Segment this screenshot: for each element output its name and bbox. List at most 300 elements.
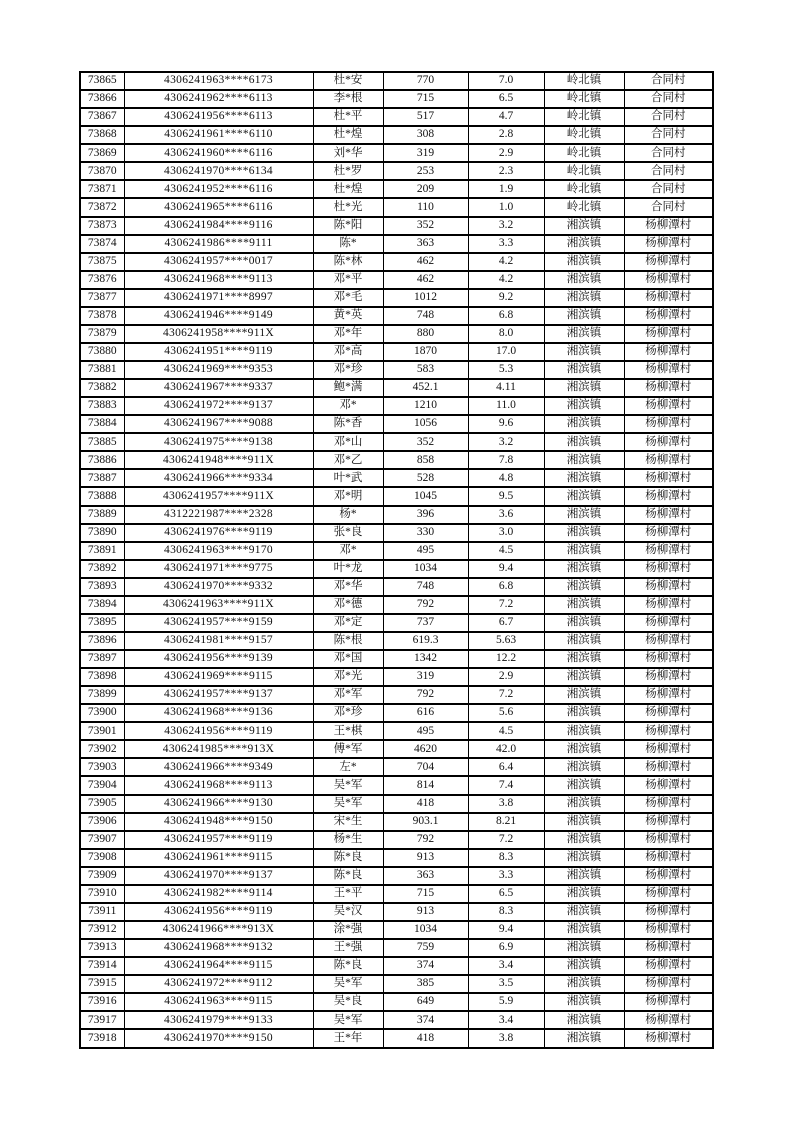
cell-village: 杨柳潭村	[624, 921, 713, 939]
cell-village: 合同村	[624, 198, 713, 216]
cell-id-number: 4306241956****9139	[124, 650, 313, 668]
cell-area: 17.0	[468, 343, 544, 361]
cell-serial-number: 73906	[80, 813, 124, 831]
cell-village: 杨柳潭村	[624, 487, 713, 505]
cell-area: 9.5	[468, 487, 544, 505]
table-row	[80, 885, 713, 903]
cell-village: 杨柳潭村	[624, 975, 713, 993]
cell-area: 3.3	[468, 235, 544, 253]
cell-person-name: 张*良	[313, 524, 383, 542]
table-row	[80, 289, 713, 307]
cell-id-number: 4306241967****9337	[124, 379, 313, 397]
cell-village: 杨柳潭村	[624, 542, 713, 560]
cell-person-name: 邓*毛	[313, 289, 383, 307]
cell-amount: 363	[383, 235, 468, 253]
cell-id-number: 4306241968****9132	[124, 939, 313, 957]
cell-serial-number: 73909	[80, 867, 124, 885]
cell-village: 杨柳潭村	[624, 397, 713, 415]
cell-person-name: 陈*良	[313, 849, 383, 867]
cell-town: 湘滨镇	[544, 217, 624, 235]
cell-amount: 619.3	[383, 632, 468, 650]
cell-village: 杨柳潭村	[624, 939, 713, 957]
cell-town: 湘滨镇	[544, 361, 624, 379]
table-row	[80, 867, 713, 885]
cell-id-number: 4306241963****6173	[124, 72, 313, 90]
table-row	[80, 813, 713, 831]
cell-town: 湘滨镇	[544, 885, 624, 903]
cell-village: 杨柳潭村	[624, 867, 713, 885]
cell-amount: 1034	[383, 560, 468, 578]
table-row	[80, 108, 713, 126]
table-row	[80, 632, 713, 650]
table-row	[80, 722, 713, 740]
cell-area: 7.2	[468, 596, 544, 614]
cell-area: 7.4	[468, 776, 544, 794]
table-row	[80, 921, 713, 939]
cell-id-number: 4306241957****0017	[124, 253, 313, 271]
table-row	[80, 307, 713, 325]
cell-person-name: 邓*高	[313, 343, 383, 361]
cell-person-name: 邓*国	[313, 650, 383, 668]
cell-area: 3.2	[468, 433, 544, 451]
cell-serial-number: 73891	[80, 542, 124, 560]
cell-amount: 583	[383, 361, 468, 379]
cell-id-number: 4306241956****6113	[124, 108, 313, 126]
cell-town: 湘滨镇	[544, 469, 624, 487]
cell-id-number: 4306241957****9159	[124, 614, 313, 632]
table-row	[80, 198, 713, 216]
cell-town: 湘滨镇	[544, 740, 624, 758]
cell-village: 杨柳潭村	[624, 578, 713, 596]
cell-village: 杨柳潭村	[624, 379, 713, 397]
cell-serial-number: 73892	[80, 560, 124, 578]
cell-person-name: 陈*阳	[313, 217, 383, 235]
cell-amount: 913	[383, 849, 468, 867]
cell-amount: 374	[383, 1011, 468, 1029]
cell-id-number: 4306241969****9353	[124, 361, 313, 379]
cell-id-number: 4306241975****9138	[124, 433, 313, 451]
cell-amount: 858	[383, 451, 468, 469]
cell-amount: 715	[383, 90, 468, 108]
cell-amount: 4620	[383, 740, 468, 758]
cell-amount: 385	[383, 975, 468, 993]
cell-town: 湘滨镇	[544, 289, 624, 307]
cell-amount: 495	[383, 722, 468, 740]
cell-town: 湘滨镇	[544, 235, 624, 253]
cell-area: 1.9	[468, 180, 544, 198]
cell-town: 湘滨镇	[544, 451, 624, 469]
cell-town: 湘滨镇	[544, 939, 624, 957]
cell-person-name: 杨*	[313, 506, 383, 524]
cell-town: 湘滨镇	[544, 975, 624, 993]
cell-amount: 528	[383, 469, 468, 487]
cell-id-number: 4306241968****9113	[124, 776, 313, 794]
cell-serial-number: 73889	[80, 506, 124, 524]
cell-id-number: 4306241979****9133	[124, 1011, 313, 1029]
cell-person-name: 邓*乙	[313, 451, 383, 469]
table-row	[80, 831, 713, 849]
cell-town: 湘滨镇	[544, 596, 624, 614]
cell-serial-number: 73887	[80, 469, 124, 487]
cell-amount: 748	[383, 578, 468, 596]
cell-amount: 308	[383, 126, 468, 144]
cell-town: 岭北镇	[544, 162, 624, 180]
cell-town: 湘滨镇	[544, 560, 624, 578]
cell-serial-number: 73879	[80, 325, 124, 343]
cell-area: 11.0	[468, 397, 544, 415]
cell-id-number: 4306241966****9334	[124, 469, 313, 487]
cell-town: 湘滨镇	[544, 921, 624, 939]
cell-person-name: 王*平	[313, 885, 383, 903]
cell-amount: 110	[383, 198, 468, 216]
cell-person-name: 陈*良	[313, 867, 383, 885]
cell-amount: 737	[383, 614, 468, 632]
cell-town: 湘滨镇	[544, 506, 624, 524]
table-row	[80, 614, 713, 632]
cell-village: 杨柳潭村	[624, 849, 713, 867]
cell-area: 2.3	[468, 162, 544, 180]
cell-amount: 319	[383, 668, 468, 686]
cell-person-name: 杜*煌	[313, 126, 383, 144]
cell-id-number: 4306241956****9119	[124, 903, 313, 921]
cell-area: 4.5	[468, 722, 544, 740]
cell-amount: 319	[383, 144, 468, 162]
cell-person-name: 邓*平	[313, 271, 383, 289]
cell-id-number: 4306241957****9119	[124, 831, 313, 849]
cell-village: 杨柳潭村	[624, 451, 713, 469]
cell-id-number: 4306241961****9115	[124, 849, 313, 867]
cell-village: 杨柳潭村	[624, 722, 713, 740]
cell-id-number: 4306241964****9115	[124, 957, 313, 975]
table-row	[80, 542, 713, 560]
cell-person-name: 涂*强	[313, 921, 383, 939]
cell-person-name: 鲍*满	[313, 379, 383, 397]
cell-serial-number: 73901	[80, 722, 124, 740]
cell-amount: 792	[383, 831, 468, 849]
cell-serial-number: 73907	[80, 831, 124, 849]
cell-amount: 715	[383, 885, 468, 903]
cell-area: 8.3	[468, 849, 544, 867]
cell-town: 湘滨镇	[544, 307, 624, 325]
table-row	[80, 903, 713, 921]
cell-amount: 418	[383, 1029, 468, 1048]
cell-id-number: 4306241982****9114	[124, 885, 313, 903]
cell-amount: 396	[383, 506, 468, 524]
cell-person-name: 邓*华	[313, 578, 383, 596]
table-row	[80, 1011, 713, 1029]
table-row	[80, 343, 713, 361]
cell-village: 杨柳潭村	[624, 235, 713, 253]
cell-area: 4.8	[468, 469, 544, 487]
cell-area: 3.3	[468, 867, 544, 885]
cell-amount: 616	[383, 704, 468, 722]
cell-town: 湘滨镇	[544, 415, 624, 433]
cell-area: 3.2	[468, 217, 544, 235]
cell-id-number: 4306241952****6116	[124, 180, 313, 198]
cell-amount: 209	[383, 180, 468, 198]
cell-amount: 649	[383, 993, 468, 1011]
cell-village: 杨柳潭村	[624, 560, 713, 578]
cell-town: 湘滨镇	[544, 433, 624, 451]
cell-amount: 880	[383, 325, 468, 343]
cell-town: 湘滨镇	[544, 795, 624, 813]
cell-amount: 452.1	[383, 379, 468, 397]
cell-person-name: 宋*生	[313, 813, 383, 831]
cell-id-number: 4306241957****9137	[124, 686, 313, 704]
cell-serial-number: 73869	[80, 144, 124, 162]
cell-town: 湘滨镇	[544, 1011, 624, 1029]
cell-id-number: 4306241948****9150	[124, 813, 313, 831]
table-row	[80, 596, 713, 614]
cell-amount: 792	[383, 686, 468, 704]
table-row	[80, 957, 713, 975]
table-row	[80, 126, 713, 144]
cell-area: 7.2	[468, 686, 544, 704]
cell-id-number: 4306241948****911X	[124, 451, 313, 469]
table-row	[80, 776, 713, 794]
cell-amount: 913	[383, 903, 468, 921]
cell-id-number: 4306241960****6116	[124, 144, 313, 162]
cell-amount: 759	[383, 939, 468, 957]
cell-serial-number: 73908	[80, 849, 124, 867]
table-row	[80, 686, 713, 704]
cell-person-name: 邓*军	[313, 686, 383, 704]
table-row	[80, 379, 713, 397]
cell-id-number: 4306241961****6110	[124, 126, 313, 144]
cell-id-number: 4306241956****9119	[124, 722, 313, 740]
cell-serial-number: 73911	[80, 903, 124, 921]
cell-amount: 495	[383, 542, 468, 560]
cell-amount: 462	[383, 253, 468, 271]
cell-serial-number: 73896	[80, 632, 124, 650]
table-row	[80, 90, 713, 108]
cell-person-name: 吴*军	[313, 975, 383, 993]
table-row	[80, 650, 713, 668]
cell-area: 4.2	[468, 271, 544, 289]
cell-town: 岭北镇	[544, 108, 624, 126]
cell-amount: 374	[383, 957, 468, 975]
cell-person-name: 杨*生	[313, 831, 383, 849]
cell-amount: 1870	[383, 343, 468, 361]
cell-area: 7.8	[468, 451, 544, 469]
cell-id-number: 4306241965****6116	[124, 198, 313, 216]
cell-serial-number: 73882	[80, 379, 124, 397]
cell-person-name: 邓*德	[313, 596, 383, 614]
cell-area: 5.3	[468, 361, 544, 379]
cell-amount: 814	[383, 776, 468, 794]
cell-town: 湘滨镇	[544, 849, 624, 867]
cell-village: 杨柳潭村	[624, 506, 713, 524]
cell-amount: 1045	[383, 487, 468, 505]
cell-village: 杨柳潭村	[624, 524, 713, 542]
cell-village: 合同村	[624, 108, 713, 126]
cell-area: 42.0	[468, 740, 544, 758]
cell-serial-number: 73868	[80, 126, 124, 144]
cell-id-number: 4306241985****913X	[124, 740, 313, 758]
cell-serial-number: 73902	[80, 740, 124, 758]
cell-id-number: 4306241966****9130	[124, 795, 313, 813]
cell-town: 湘滨镇	[544, 343, 624, 361]
table-row	[80, 325, 713, 343]
table-row	[80, 578, 713, 596]
table-row	[80, 271, 713, 289]
cell-town: 湘滨镇	[544, 614, 624, 632]
cell-id-number: 4306241970****9150	[124, 1029, 313, 1048]
cell-village: 杨柳潭村	[624, 885, 713, 903]
cell-area: 3.5	[468, 975, 544, 993]
cell-serial-number: 73905	[80, 795, 124, 813]
cell-id-number: 4306241968****9136	[124, 704, 313, 722]
table-row	[80, 162, 713, 180]
cell-town: 湘滨镇	[544, 813, 624, 831]
cell-area: 12.2	[468, 650, 544, 668]
cell-person-name: 陈*良	[313, 957, 383, 975]
cell-amount: 330	[383, 524, 468, 542]
cell-town: 湘滨镇	[544, 325, 624, 343]
cell-area: 6.7	[468, 614, 544, 632]
cell-person-name: 杜*煌	[313, 180, 383, 198]
cell-village: 合同村	[624, 144, 713, 162]
cell-area: 4.11	[468, 379, 544, 397]
table-row	[80, 180, 713, 198]
cell-town: 湘滨镇	[544, 957, 624, 975]
table-row	[80, 469, 713, 487]
cell-amount: 770	[383, 72, 468, 90]
cell-amount: 903.1	[383, 813, 468, 831]
table-row	[80, 415, 713, 433]
cell-town: 湘滨镇	[544, 686, 624, 704]
cell-area: 2.9	[468, 144, 544, 162]
cell-amount: 704	[383, 758, 468, 776]
cell-village: 杨柳潭村	[624, 433, 713, 451]
cell-town: 湘滨镇	[544, 1029, 624, 1048]
table-row	[80, 524, 713, 542]
cell-person-name: 杜*安	[313, 72, 383, 90]
cell-person-name: 刘*华	[313, 144, 383, 162]
cell-area: 6.8	[468, 578, 544, 596]
cell-area: 6.5	[468, 90, 544, 108]
cell-town: 湘滨镇	[544, 776, 624, 794]
cell-area: 9.2	[468, 289, 544, 307]
cell-town: 岭北镇	[544, 144, 624, 162]
cell-town: 湘滨镇	[544, 632, 624, 650]
cell-id-number: 4306241951****9119	[124, 343, 313, 361]
cell-person-name: 邓*珍	[313, 704, 383, 722]
cell-person-name: 王*强	[313, 939, 383, 957]
cell-serial-number: 73917	[80, 1011, 124, 1029]
cell-town: 湘滨镇	[544, 379, 624, 397]
table-row	[80, 397, 713, 415]
table-row	[80, 253, 713, 271]
cell-amount: 517	[383, 108, 468, 126]
cell-id-number: 4306241968****9113	[124, 271, 313, 289]
cell-id-number: 4306241970****9332	[124, 578, 313, 596]
cell-village: 合同村	[624, 72, 713, 90]
cell-serial-number: 73894	[80, 596, 124, 614]
cell-serial-number: 73898	[80, 668, 124, 686]
cell-amount: 253	[383, 162, 468, 180]
cell-area: 8.0	[468, 325, 544, 343]
cell-town: 湘滨镇	[544, 487, 624, 505]
table-row	[80, 849, 713, 867]
cell-village: 杨柳潭村	[624, 993, 713, 1011]
cell-area: 4.5	[468, 542, 544, 560]
cell-area: 5.9	[468, 993, 544, 1011]
cell-id-number: 4312221987****2328	[124, 506, 313, 524]
cell-serial-number: 73914	[80, 957, 124, 975]
cell-amount: 1012	[383, 289, 468, 307]
cell-id-number: 4306241966****9349	[124, 758, 313, 776]
table-row	[80, 487, 713, 505]
cell-village: 杨柳潭村	[624, 614, 713, 632]
cell-person-name: 吴*军	[313, 1011, 383, 1029]
cell-area: 4.2	[468, 253, 544, 271]
table-row	[80, 560, 713, 578]
cell-area: 2.8	[468, 126, 544, 144]
cell-village: 杨柳潭村	[624, 776, 713, 794]
cell-id-number: 4306241986****9111	[124, 235, 313, 253]
cell-town: 湘滨镇	[544, 542, 624, 560]
cell-person-name: 王*棋	[313, 722, 383, 740]
cell-area: 3.8	[468, 1029, 544, 1048]
cell-area: 6.8	[468, 307, 544, 325]
cell-id-number: 4306241958****911X	[124, 325, 313, 343]
cell-area: 9.6	[468, 415, 544, 433]
cell-id-number: 4306241963****9115	[124, 993, 313, 1011]
cell-person-name: 叶*武	[313, 469, 383, 487]
cell-village: 杨柳潭村	[624, 632, 713, 650]
cell-area: 6.9	[468, 939, 544, 957]
cell-area: 7.2	[468, 831, 544, 849]
cell-serial-number: 73918	[80, 1029, 124, 1048]
cell-village: 杨柳潭村	[624, 217, 713, 235]
cell-amount: 352	[383, 433, 468, 451]
cell-serial-number: 73866	[80, 90, 124, 108]
cell-person-name: 陈*香	[313, 415, 383, 433]
cell-town: 湘滨镇	[544, 668, 624, 686]
cell-person-name: 吴*汉	[313, 903, 383, 921]
cell-person-name: 邓*珍	[313, 361, 383, 379]
cell-serial-number: 73897	[80, 650, 124, 668]
cell-id-number: 4306241984****9116	[124, 217, 313, 235]
cell-person-name: 陈*林	[313, 253, 383, 271]
cell-serial-number: 73888	[80, 487, 124, 505]
cell-id-number: 4306241981****9157	[124, 632, 313, 650]
cell-serial-number: 73883	[80, 397, 124, 415]
cell-town: 湘滨镇	[544, 831, 624, 849]
table-row	[80, 433, 713, 451]
cell-town: 湘滨镇	[544, 253, 624, 271]
cell-serial-number: 73900	[80, 704, 124, 722]
cell-village: 杨柳潭村	[624, 668, 713, 686]
subsidy-table	[79, 71, 714, 1049]
cell-town: 岭北镇	[544, 180, 624, 198]
cell-village: 杨柳潭村	[624, 1011, 713, 1029]
cell-serial-number: 73875	[80, 253, 124, 271]
cell-village: 合同村	[624, 162, 713, 180]
cell-village: 杨柳潭村	[624, 903, 713, 921]
cell-town: 岭北镇	[544, 198, 624, 216]
cell-village: 杨柳潭村	[624, 289, 713, 307]
cell-serial-number: 73865	[80, 72, 124, 90]
cell-town: 湘滨镇	[544, 722, 624, 740]
cell-serial-number: 73903	[80, 758, 124, 776]
cell-serial-number: 73916	[80, 993, 124, 1011]
cell-area: 3.4	[468, 1011, 544, 1029]
cell-area: 5.63	[468, 632, 544, 650]
cell-area: 1.0	[468, 198, 544, 216]
table-row	[80, 975, 713, 993]
